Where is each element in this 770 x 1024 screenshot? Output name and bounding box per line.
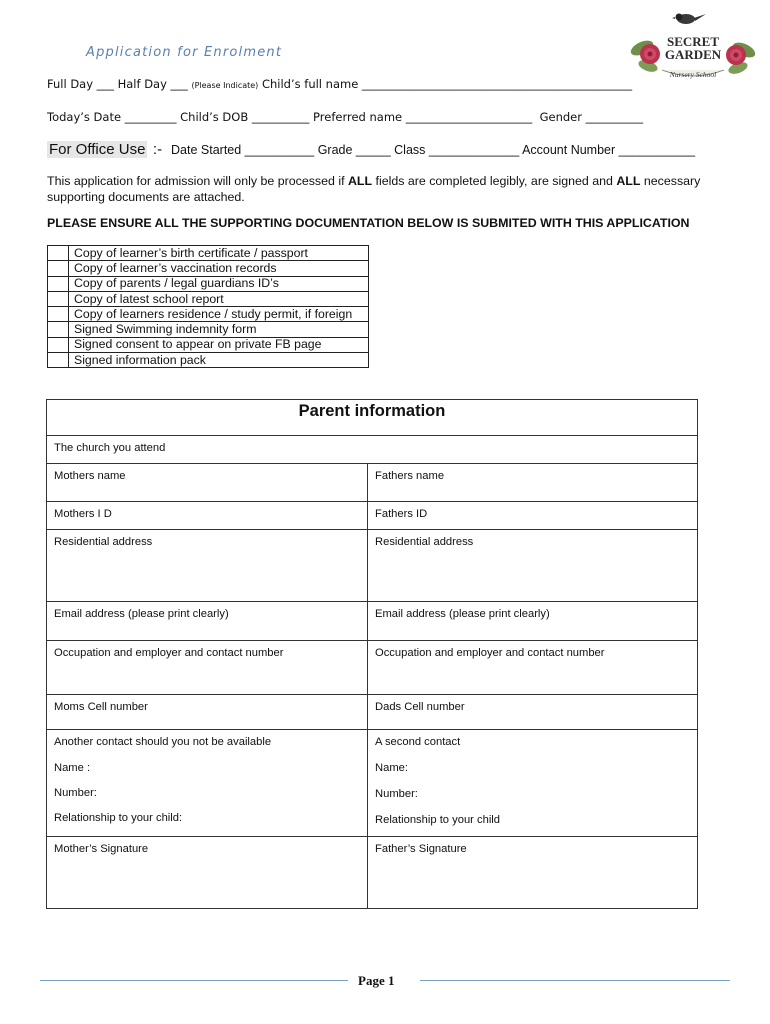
checklist-item-label: Signed Swimming indemnity form [69,322,369,337]
contact-number-label: Number: [54,787,97,799]
checkbox[interactable] [48,246,69,261]
checklist-item-label: Signed information pack [69,353,369,368]
parent-information-table [46,399,698,909]
full-day-field[interactable]: Full Day ___ [47,77,114,91]
notice-text-3: necessary supporting documents are attached. [47,174,701,204]
checklist-row [48,276,369,291]
footer-rule-left [40,980,348,981]
checklist-row [48,307,369,322]
email-row [47,601,697,640]
church-field[interactable]: The church you attend [54,442,166,454]
documentation-warning: PLEASE ENSURE ALL THE SUPPORTING DOCUMENTATION BELOW IS SUBMITED WITH THIS APPLICATION [47,216,690,230]
checklist-row [48,353,369,368]
moms-cell-field[interactable]: Moms Cell number [54,701,148,713]
notice-text-1: This application for admission will only be processed if [47,174,348,188]
parent-heading-row [47,400,697,435]
checklist-row [48,322,369,337]
father-email-field[interactable]: Email address (please print clearly) [367,602,697,640]
fathers-name-field[interactable]: Fathers name [367,464,697,501]
second-contact-block[interactable] [367,730,697,836]
mothers-id-field[interactable]: Mothers I D [54,508,112,520]
notice-all-2: ALL [616,174,641,188]
checkbox[interactable] [48,291,69,306]
please-indicate-note: (Please Indicate) [191,81,259,90]
father-address-field[interactable]: Residential address [367,530,697,601]
checklist-item-label: Signed consent to appear on private FB page [69,337,369,352]
another-contact-title: Another contact should you not be available [54,736,272,748]
preferred-name-field[interactable]: Preferred name ______________________ [313,110,533,124]
occupation-row [47,640,697,694]
checklist-item-label: Copy of parents / legal guardians ID’s [69,276,369,291]
checkbox[interactable] [48,322,69,337]
logo-text-garden: GARDEN [664,47,722,62]
address-row [47,529,697,601]
second-contact-name-label: Name: [375,762,408,774]
office-use-separator: :- [152,141,163,158]
mother-email-field[interactable]: Email address (please print clearly) [54,608,229,620]
contact-relationship-label: Relationship to your child: [54,812,183,824]
id-row [47,501,697,529]
grade-field[interactable]: Grade _____ [317,143,391,157]
account-number-field[interactable]: Account Number ___________ [522,143,696,157]
day-and-name-line [47,77,632,91]
office-use-label: For Office Use [49,141,146,158]
mother-occupation-field[interactable]: Occupation and employer and contact number [54,647,284,659]
second-contact-relationship-label: Relationship to your child [375,814,501,826]
checkbox[interactable] [48,276,69,291]
checklist-row [48,291,369,306]
contact-name-label: Name : [54,762,91,774]
todays-date-field[interactable]: Today’s Date _________ [47,110,177,124]
checklist-item-label: Copy of latest school report [69,291,369,306]
names-row [47,463,697,501]
checkbox[interactable] [48,307,69,322]
checklist-row [48,337,369,352]
checklist-item-label: Copy of learner’s vaccination records [69,261,369,276]
checklist-row [48,261,369,276]
documents-checklist [47,245,369,368]
childs-dob-field[interactable]: Child’s DOB __________ [180,110,310,124]
checkbox[interactable] [48,337,69,352]
logo-text-secret: SECRET [666,34,720,49]
logo-text-nursery: Nursery School [669,70,717,79]
checklist-item-label: Copy of learners residence / study permit, if foreign [69,307,369,322]
footer-rule-right [420,980,730,981]
office-use-line [47,141,695,158]
fathers-signature-field[interactable]: Father’s Signature [367,837,697,908]
childs-full-name-field[interactable]: Child’s full name _______________________________________________ [261,77,633,91]
checkbox[interactable] [48,261,69,276]
church-row [47,435,697,463]
contacts-row [47,729,697,836]
half-day-field[interactable]: Half Day ___ [117,77,188,91]
fathers-id-field[interactable]: Fathers ID [367,502,697,529]
signature-row [47,836,697,908]
checklist-item-label: Copy of learner’s birth certificate / passport [69,246,369,261]
date-and-details-line [47,110,643,124]
gender-field[interactable]: Gender __________ [539,110,644,124]
mothers-signature-field[interactable]: Mother’s Signature [54,843,149,855]
notice-all-1: ALL [347,174,373,188]
mothers-name-field[interactable]: Mothers name [54,470,126,482]
secret-garden-logo [628,8,756,90]
second-contact-title: A second contact [375,736,461,748]
dads-cell-field[interactable]: Dads Cell number [367,695,697,729]
form-title: Application for Enrolment [86,45,283,60]
page-number: Page 1 [358,973,395,988]
date-started-field[interactable]: Date Started __________ [171,143,315,157]
notice-text-2: fields are completed legibly, are signed and [372,174,617,188]
class-field[interactable]: Class _____________ [394,143,520,157]
processing-notice [47,173,737,205]
cell-row [47,694,697,729]
mother-address-field[interactable]: Residential address [54,536,153,548]
checklist-row [48,246,369,261]
second-contact-number-label: Number: [375,788,418,800]
parent-info-heading: Parent information [298,402,446,420]
father-occupation-field[interactable]: Occupation and employer and contact number [367,641,697,694]
another-contact-block[interactable] [47,730,367,836]
page-footer [40,973,730,993]
checkbox[interactable] [48,353,69,368]
